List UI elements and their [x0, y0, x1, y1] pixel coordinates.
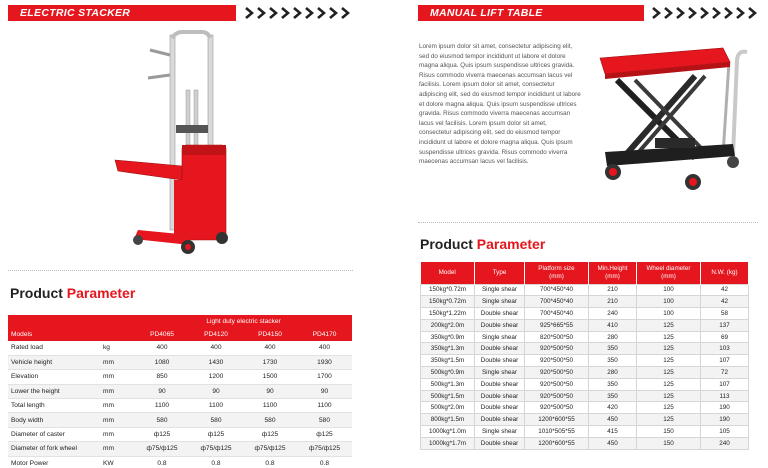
row-unit: mm — [100, 413, 135, 427]
table-row — [421, 378, 749, 390]
row-label: Lower the height — [8, 384, 100, 398]
table-cell: 1000kg*1.7m — [421, 437, 475, 449]
table-cell: 920*500*50 — [525, 355, 589, 367]
table-cell: 1200*600*55 — [525, 437, 589, 449]
table-cell: Double shear — [475, 343, 525, 355]
divider-dotted — [418, 222, 758, 223]
lift-table-description: Lorem ipsum dolor sit amet, consectetur adipiscing elit, sed do eiusmod tempor incididunt ut labore et dolore magna aliqua. Quis ipsum suspendisse ultrices gravida. Risus commodo viverra maecenas accumsan lacus vel facilisis. Lorem ipsum dolor sit amet, consectetur adipiscing elit, sed do eiusmod tempor incididunt ut labore et dolore magna aliqua. Quis ipsum suspendisse ultrices gravida. Risus commodo viverra maecenas accumsan lacus vel facilisis. Lorem ipsum dolor sit amet, consectetur adipiscing elit, sed do eiusmod tempor incididunt ut labore et dolore magna aliqua. Quis ipsum suspendisse ultrices gravida. Risus commodo viverra maecenas accumsan lacus vel facilisis. — [419, 43, 581, 166]
chevron-icon — [736, 7, 745, 19]
table-cell: 105 — [701, 426, 749, 438]
table-cell: 450 — [589, 437, 637, 449]
table-cell: Double shear — [475, 355, 525, 367]
table-cell: 1100 — [243, 399, 297, 413]
table-cell: 700*450*40 — [525, 308, 589, 320]
table-cell: 850 — [135, 370, 189, 384]
chevron-icon — [688, 7, 697, 19]
table-cell: 0.8 — [297, 456, 352, 468]
table-cell: 1930 — [297, 355, 352, 369]
row-unit: KW — [100, 456, 135, 468]
table-cell: 125 — [637, 319, 701, 331]
table-row — [421, 437, 749, 449]
product-parameter-heading — [10, 285, 135, 301]
heading-word-parameter: Parameter — [66, 285, 136, 301]
table-cell: Double shear — [475, 414, 525, 426]
table-cell: 90 — [297, 384, 352, 398]
column-header: Model — [421, 262, 475, 284]
row-unit: mm — [100, 384, 135, 398]
chevron-icon — [712, 7, 721, 19]
row-unit: mm — [100, 370, 135, 384]
table-cell: 580 — [189, 413, 243, 427]
table-row — [421, 390, 749, 402]
table-row — [8, 355, 352, 369]
table-cell: 1430 — [189, 355, 243, 369]
table-cell: 100 — [637, 308, 701, 320]
chevron-icon — [245, 7, 254, 19]
table-cell: 350 — [589, 343, 637, 355]
table-cell: 125 — [637, 367, 701, 379]
table-cell: 125 — [637, 355, 701, 367]
table-cell: ф75/ф125 — [297, 442, 352, 456]
table-cell: 500kg*1.5m — [421, 390, 475, 402]
row-label: Elevation — [8, 370, 100, 384]
table-cell: 1100 — [189, 399, 243, 413]
table-cell: 925*665*55 — [525, 319, 589, 331]
table-cell: 820*500*50 — [525, 331, 589, 343]
table-cell: Single shear — [475, 331, 525, 343]
table-cell: 800kg*1.5m — [421, 414, 475, 426]
column-header: Platform size (mm) — [525, 262, 589, 284]
table-cell: ф125 — [243, 427, 297, 441]
table-cell: Double shear — [475, 402, 525, 414]
table-row — [8, 384, 352, 398]
table-cell: 400 — [243, 341, 297, 355]
table-cell: 100 — [637, 284, 701, 296]
table-cell: 200kg*2.0m — [421, 319, 475, 331]
chevron-icon — [748, 7, 757, 19]
table-cell: ф125 — [135, 427, 189, 441]
table-cell: 69 — [701, 331, 749, 343]
table-cell: 103 — [701, 343, 749, 355]
table-row — [8, 456, 352, 468]
table-header-row — [421, 262, 749, 284]
table-cell: 580 — [243, 413, 297, 427]
table-cell: 700*450*40 — [525, 296, 589, 308]
table-cell: 920*500*50 — [525, 367, 589, 379]
chevron-icon — [724, 7, 733, 19]
table-cell: 150kg*0.72m — [421, 284, 475, 296]
table-cell: 450 — [589, 414, 637, 426]
column-header: Type — [475, 262, 525, 284]
table-cell: 580 — [297, 413, 352, 427]
table-cell: 240 — [589, 308, 637, 320]
column-header: Min.Height (mm) — [589, 262, 637, 284]
table-row — [421, 319, 749, 331]
table-row — [8, 413, 352, 427]
table-cell: 42 — [701, 284, 749, 296]
table-cell — [8, 315, 100, 328]
chevron-icon — [317, 7, 326, 19]
table-cell: Single shear — [475, 367, 525, 379]
heading-word-product: Product — [10, 285, 63, 301]
table-cell: 90 — [135, 384, 189, 398]
table-cell: 125 — [637, 390, 701, 402]
table-cell: 0.8 — [243, 456, 297, 468]
table-cell: 137 — [701, 319, 749, 331]
table-cell: 350kg*1.5m — [421, 355, 475, 367]
row-unit: kg — [100, 341, 135, 355]
table-cell: 500kg*1.3m — [421, 378, 475, 390]
manual-lift-table-banner — [418, 5, 758, 21]
chevron-icon — [293, 7, 302, 19]
table-cell: 90 — [189, 384, 243, 398]
chevron-icon — [329, 7, 338, 19]
table-cell: 113 — [701, 390, 749, 402]
table-cell: 150kg*0.72m — [421, 296, 475, 308]
chevron-icon — [676, 7, 685, 19]
chevron-icon — [664, 7, 673, 19]
table-cell: ф125 — [297, 427, 352, 441]
table-cell: 58 — [701, 308, 749, 320]
table-cell: 1080 — [135, 355, 189, 369]
table-row — [421, 402, 749, 414]
lift-table-spec-table — [420, 262, 749, 450]
divider-dotted — [8, 270, 353, 271]
table-cell: 125 — [637, 402, 701, 414]
table-row — [8, 427, 352, 441]
row-unit: mm — [100, 427, 135, 441]
row-label: Rated load — [8, 341, 100, 355]
table-cell: Single shear — [475, 284, 525, 296]
table-cell — [100, 328, 135, 341]
table-cell: 500kg*0.9m — [421, 367, 475, 379]
table-cell: 107 — [701, 355, 749, 367]
table-cell: 107 — [701, 378, 749, 390]
chevron-icon — [700, 7, 709, 19]
heading-word-parameter: Parameter — [476, 236, 546, 252]
chevron-icon — [305, 7, 314, 19]
table-row — [421, 331, 749, 343]
table-row — [421, 343, 749, 355]
table-cell: ф125 — [189, 427, 243, 441]
table-cell: Double shear — [475, 308, 525, 320]
row-label: Diameter of fork wheel — [8, 442, 100, 456]
table-row — [421, 308, 749, 320]
table-cell: 1700 — [297, 370, 352, 384]
chevron-arrows-icon — [652, 7, 758, 19]
chevron-arrows-icon — [245, 7, 353, 19]
column-header: Wheel diameter (mm) — [637, 262, 701, 284]
models-label: Models — [8, 328, 100, 341]
table-row — [421, 414, 749, 426]
table-row — [8, 341, 352, 355]
chevron-icon — [269, 7, 278, 19]
row-label: Total length — [8, 399, 100, 413]
chevron-icon — [652, 7, 661, 19]
table-cell: 1000kg*1.0m — [421, 426, 475, 438]
table-cell: 920*500*50 — [525, 390, 589, 402]
row-unit: mm — [100, 399, 135, 413]
banner-title: MANUAL LIFT TABLE — [430, 7, 543, 19]
table-cell: 0.8 — [189, 456, 243, 468]
table-cell: 350 — [589, 378, 637, 390]
table-row — [8, 370, 352, 384]
electric-stacker-banner — [8, 5, 353, 21]
table-cell: ф75/ф125 — [135, 442, 189, 456]
table-cell: 150 — [637, 426, 701, 438]
table-cell: 42 — [701, 296, 749, 308]
row-label: Diameter of caster — [8, 427, 100, 441]
table-cell: 90 — [243, 384, 297, 398]
table-cell: ф75/ф125 — [189, 442, 243, 456]
table-cell: 72 — [701, 367, 749, 379]
table-row — [8, 442, 352, 456]
table-cell: Single shear — [475, 426, 525, 438]
model-header: PD4150 — [243, 328, 297, 341]
table-cell: 1500 — [243, 370, 297, 384]
row-label: Vehicle height — [8, 355, 100, 369]
table-cell: Single shear — [475, 296, 525, 308]
table-cell: 240 — [701, 437, 749, 449]
table-cell: 210 — [589, 284, 637, 296]
table-cell: 920*500*50 — [525, 402, 589, 414]
table-row — [8, 399, 352, 413]
model-header: PD4065 — [135, 328, 189, 341]
row-label: Motor Power — [8, 456, 100, 468]
row-label: Body width — [8, 413, 100, 427]
table-cell: 415 — [589, 426, 637, 438]
table-cell: 350kg*1.3m — [421, 343, 475, 355]
table-row — [421, 426, 749, 438]
manual-lift-table-image — [595, 40, 755, 200]
table-cell: 350 — [589, 390, 637, 402]
chevron-icon — [281, 7, 290, 19]
table-cell: 400 — [297, 341, 352, 355]
chevron-icon — [341, 7, 350, 19]
table-cell: 190 — [701, 402, 749, 414]
stacker-spec-table — [8, 315, 352, 468]
table-cell: 0.8 — [135, 456, 189, 468]
table-cell: 350 — [589, 355, 637, 367]
table-cell: Double shear — [475, 390, 525, 402]
table-cell: Double shear — [475, 378, 525, 390]
heading-word-product: Product — [420, 236, 473, 252]
table-cell: 1200 — [189, 370, 243, 384]
table-cell: 580 — [135, 413, 189, 427]
chevron-icon — [257, 7, 266, 19]
table-cell: 920*500*50 — [525, 343, 589, 355]
table-cell: 190 — [701, 414, 749, 426]
table-row — [421, 284, 749, 296]
row-unit: mm — [100, 442, 135, 456]
table-cell: 920*500*50 — [525, 378, 589, 390]
table-cell: 700*450*40 — [525, 284, 589, 296]
table-group-header-row — [8, 315, 352, 328]
table-cell: Double shear — [475, 437, 525, 449]
table-cell: 280 — [589, 367, 637, 379]
table-cell: Double shear — [475, 319, 525, 331]
table-cell: 420 — [589, 402, 637, 414]
table-cell: 125 — [637, 414, 701, 426]
table-cell: 500kg*2.0m — [421, 402, 475, 414]
table-row — [421, 296, 749, 308]
table-cell: 1100 — [297, 399, 352, 413]
table-cell: 1100 — [135, 399, 189, 413]
table-cell: ф75/ф125 — [243, 442, 297, 456]
table-cell: 125 — [637, 343, 701, 355]
table-cell: 150 — [637, 437, 701, 449]
table-cell: 410 — [589, 319, 637, 331]
row-unit: mm — [100, 355, 135, 369]
table-cell: 400 — [189, 341, 243, 355]
table-cell: 1730 — [243, 355, 297, 369]
banner-title: ELECTRIC STACKER — [20, 7, 131, 19]
table-models-row — [8, 328, 352, 341]
table-row — [421, 367, 749, 379]
table-cell: 125 — [637, 331, 701, 343]
product-parameter-heading — [420, 236, 545, 252]
table-cell: 150kg*1.22m — [421, 308, 475, 320]
model-header: PD4170 — [297, 328, 352, 341]
table-group-header: Light duty electric stacker — [135, 315, 352, 328]
table-row — [421, 355, 749, 367]
electric-stacker-image — [110, 30, 250, 260]
column-header: N.W. (kg) — [701, 262, 749, 284]
table-cell: 125 — [637, 378, 701, 390]
model-header: PD4120 — [189, 328, 243, 341]
table-cell: 1010*505*55 — [525, 426, 589, 438]
table-cell: 1200*600*55 — [525, 414, 589, 426]
table-cell: 280 — [589, 331, 637, 343]
table-cell: 400 — [135, 341, 189, 355]
table-cell: 350kg*0.9m — [421, 331, 475, 343]
table-cell: 210 — [589, 296, 637, 308]
table-cell — [100, 315, 135, 328]
table-cell: 100 — [637, 296, 701, 308]
